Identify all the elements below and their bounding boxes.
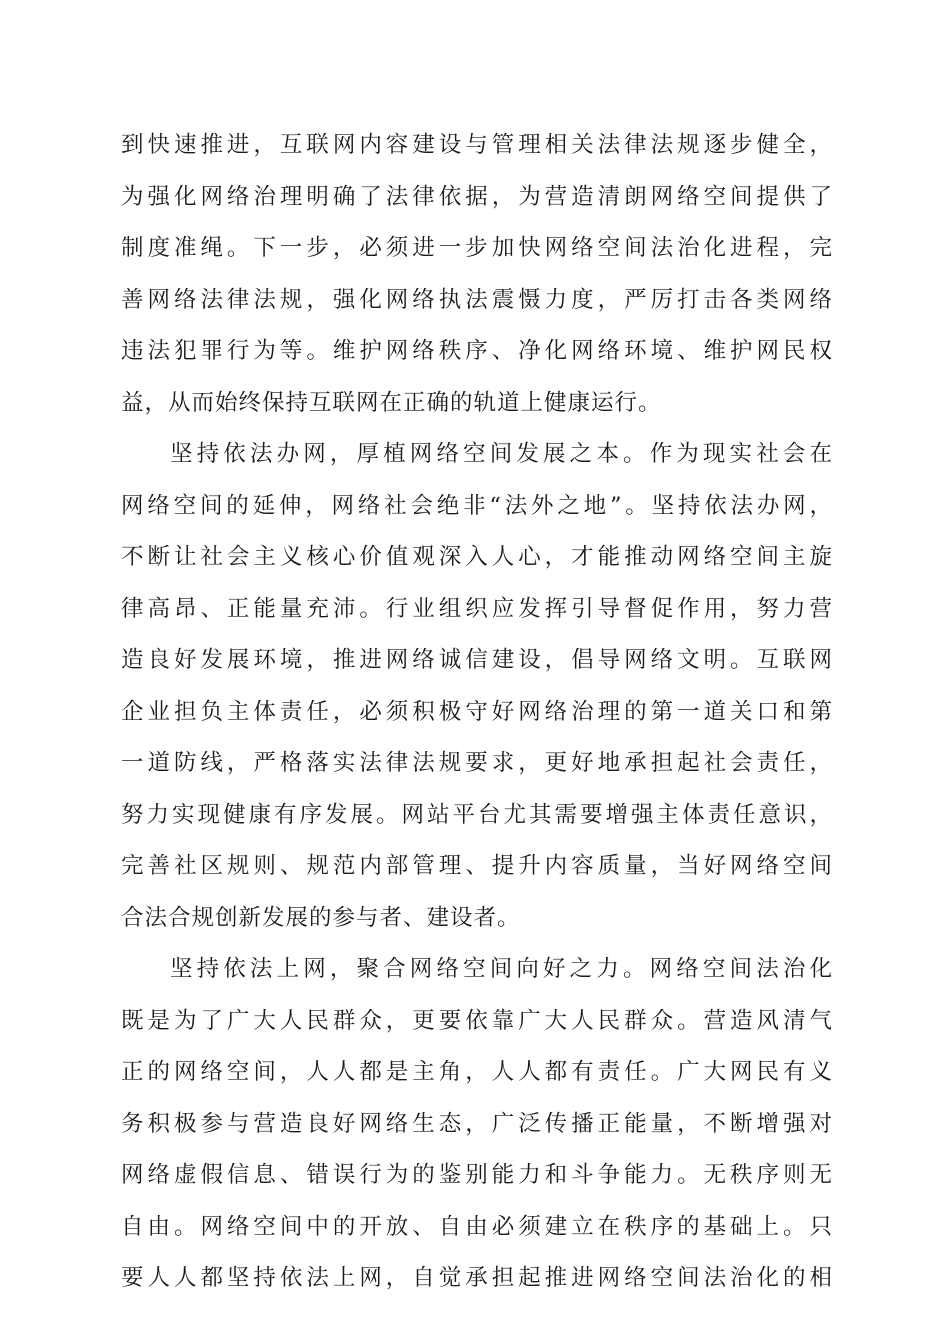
text-line: 益，从而始终保持互联网在正确的轨道上健康运行。	[121, 389, 662, 416]
document-page	[121, 120, 833, 1305]
text-line: 善网络法律法规，强化网络执法震慑力度，严厉打击各类网络	[121, 286, 833, 313]
paragraph-continuation	[121, 120, 833, 429]
text-line: 自由。网络空间中的开放、自由必须建立在秩序的基础上。只	[121, 1213, 833, 1240]
text-line: 合法合规创新发展的参与者、建设者。	[121, 904, 521, 931]
paragraph-lawful-operation	[121, 429, 833, 944]
text-line: 违法犯罪行为等。维护网络秩序、净化网络环境、维护网民权	[121, 338, 833, 364]
text-line: 一道防线，严格落实法律法规要求，更好地承担起社会责任，	[121, 750, 833, 776]
text-line: 正的网络空间，人人都是主角，人人都有责任。广大网民有义	[121, 1059, 833, 1085]
text-line: 完善社区规则、规范内部管理、提升内容质量，当好网络空间	[121, 853, 833, 879]
text-line: 造良好发展环境，推进网络诚信建设，倡导网络文明。互联网	[121, 647, 833, 673]
text-line: 努力实现健康有序发展。网站平台尤其需要增强主体责任意识，	[121, 801, 833, 828]
text-line: 既是为了广大人民群众，更要依靠广大人民群众。营造风清气	[121, 1007, 833, 1034]
text-line: 不断让社会主义核心价值观深入人心，才能推动网络空间主旋	[121, 544, 833, 570]
text-line: 网络空间的延伸，网络社会绝非“法外之地”。坚持依法办网，	[121, 492, 833, 519]
text-line: 到快速推进，互联网内容建设与管理相关法律法规逐步健全，	[121, 132, 833, 158]
text-line: 要人人都坚持依法上网，自觉承担起推进网络空间法治化的相	[121, 1265, 833, 1291]
text-line: 律高昂、正能量充沛。行业组织应发挥引导督促作用，努力营	[121, 595, 833, 622]
text-line: 坚持依法办网，厚植网络空间发展之本。作为现实社会在	[170, 441, 833, 467]
text-line: 企业担负主体责任，必须积极守好网络治理的第一道关口和第	[121, 698, 833, 725]
text-line: 网络虚假信息、错误行为的鉴别能力和斗争能力。无秩序则无	[121, 1162, 833, 1188]
text-line: 制度准绳。下一步，必须进一步加快网络空间法治化进程，完	[121, 235, 833, 261]
paragraph-lawful-online	[121, 944, 833, 1305]
text-line: 坚持依法上网，聚合网络空间向好之力。网络空间法治化	[170, 956, 833, 982]
text-line: 务积极参与营造良好网络生态，广泛传播正能量，不断增强对	[121, 1110, 833, 1137]
text-line: 为强化网络治理明确了法律依据，为营造清朗网络空间提供了	[121, 183, 833, 210]
